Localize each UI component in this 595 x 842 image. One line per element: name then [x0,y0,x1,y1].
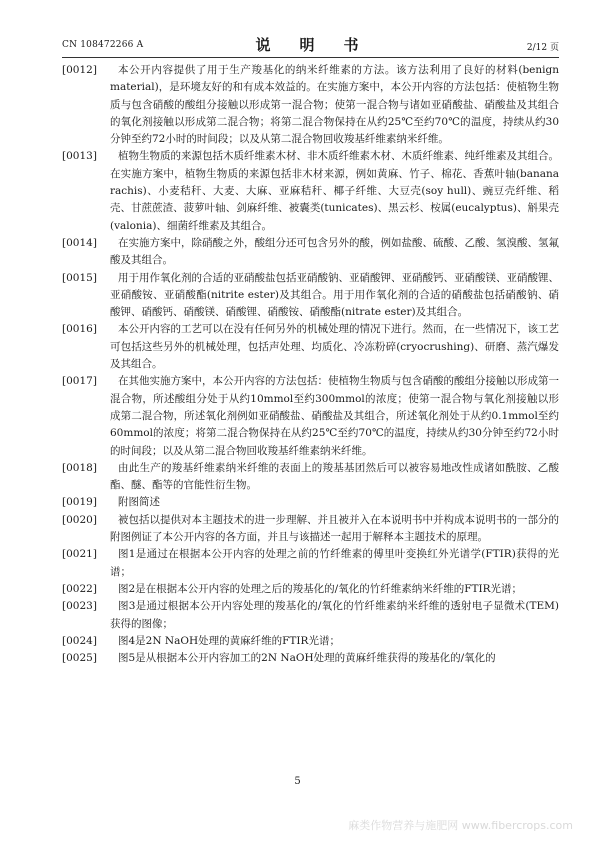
section-heading: 附图简述 [118,496,160,509]
page-number: 5 [294,776,301,787]
paragraph-number: [0014] [62,236,97,249]
paragraph-0022 [62,581,559,598]
paragraph-number: [0013] [62,150,97,163]
paragraph-number: [0012] [62,64,97,76]
paragraph-0024 [62,633,559,650]
paragraph-text: 图3是通过根据本公开内容处理的羧基化的/氧化的竹纤维素纳米纤维的透射电子显微术(TEM)获得的图像； [110,600,559,630]
paragraph-text: 本公开内容提供了用于生产羧基化的纳米纤维素的方法。该方法利用了良好的材料(benign material)，是环境友好的和有成本效益的。在实施方案中，本公开内容的方法包括：使植物生物质与包含硝酸的酸组分接触以形成第一混合物；使第一混合物与诸如亚硝酸盐、硝酸盐及其组合的氧化剂接触以形成第二混合物；将第二混合物保持在从约25℃至约70℃的温度，持续从约30分钟至约72小时的时间段；以及从第二混合物回收羧基纤维素纳米纤维。 [110,64,559,146]
paragraph-text: 植物生物质的来源包括木质纤维素木材、非木质纤维素木材、木质纤维素、纯纤维素及其组合。在实施方案中，植物生物质的来源包括非木材来源，例如黄麻、竹子、棉花、香蕉叶轴(banana rachis)、小麦秸秆、大麦、大麻、亚麻秸秆、椰子纤维、大豆壳(soy hull)、豌豆壳纤维、稻壳、甘蔗蔗渣、菠萝叶轴、剑麻纤维、被囊类(tunicates)、黑云杉、桉属(eucalyptus)、斛果壳(valonia)、细菌纤维素及其组合。 [110,150,559,232]
paragraph-number: [0023] [62,600,97,613]
paragraph-number: [0015] [62,271,97,284]
document-title: 说 明 书 [255,36,366,54]
paragraph-text: 由此生产的羧基纤维素纳米纤维的表面上的羧基基团然后可以被容易地改性成诸如酰胺、乙酸酯、醚、酯等的官能性衍生物。 [110,461,559,492]
paragraph-number: [0018] [62,461,97,474]
paragraph-0020 [62,512,559,547]
page-header [62,34,559,56]
paragraph-0018 [62,460,559,495]
paragraph-text: 本公开内容的工艺可以在没有任何另外的机械处理的情况下进行。然而，在一些情况下，该工艺可包括这些另外的机械处理，包括声处理、均质化、冷冻粉碎(cryocrushing)、研磨、蒸汽爆发及其组合。 [110,323,559,371]
paragraph-text: 用于用作氧化剂的合适的亚硝酸盐包括亚硝酸钠、亚硝酸钾、亚硝酸钙、亚硝酸镁、亚硝酸锂、亚硝酸铵、亚硝酸酯(nitrite ester)及其组合。用于用作氧化剂的合适的硝酸盐包括硝酸钠、硝酸钾、硝酸钙、硝酸镁、硝酸锂、硝酸铵、硝酸酯(nitrate ester)及其组合。 [110,271,559,319]
paragraph-number: [0022] [62,582,97,595]
paragraph-0017 [62,373,559,459]
paragraph-number: [0019] [62,496,97,509]
paragraph-number: [0020] [62,513,97,526]
header-divider [62,57,559,58]
watermark-text: 麻类作物营养与施肥网 www.fibercrops.com [348,819,573,832]
document-body [62,62,559,667]
paragraph-text: 图4是2N NaOH处理的黄麻纤维的FTIR光谱； [118,634,340,647]
paragraph-number: [0024] [62,634,97,647]
paragraph-0012 [62,62,559,148]
paragraph-text: 图5是从根据本公开内容加工的2N NaOH处理的黄麻纤维获得的羧基化的/氧化的 [118,652,496,665]
paragraph-text: 图2是在根据本公开内容的处理之后的羧基化的/氧化的竹纤维素纳米纤维的FTIR光谱； [118,582,523,595]
paragraph-text: 图1是通过在根据本公开内容的处理之前的竹纤维素的傅里叶变换红外光谱学(FTIR)获得的光谱； [110,548,559,578]
paragraph-0013 [62,148,559,234]
paragraph-0021 [62,546,559,581]
page-indicator: 2/12 页 [526,43,559,53]
paragraph-0023 [62,598,559,633]
paragraph-text: 在实施方案中，除硝酸之外，酸组分还可包含另外的酸，例如盐酸、硫酸、乙酸、氢溴酸、氢氟酸及其组合。 [110,236,559,267]
paragraph-0014 [62,235,559,270]
paragraph-number: [0025] [62,652,97,665]
paragraph-0025 [62,650,559,667]
paragraph-text: 被包括以提供对本主题技术的进一步理解、并且被并入在本说明书中并构成本说明书的一部分的附图例证了本公开内容的各方面，并且与该描述一起用于解释本主题技术的原理。 [110,513,559,544]
paragraph-number: [0017] [62,375,97,388]
publication-number: CN 108472266 A [62,40,144,50]
paragraph-0016 [62,321,559,373]
paragraph-number: [0016] [62,323,97,336]
paragraph-text: 在其他实施方案中，本公开内容的方法包括：使植物生物质与包含硝酸的酸组分接触以形成第一混合物，所述酸组分处于从约10mmol至约300mmol的浓度；使第一混合物与氧化剂接触以形成第二混合物，所述氧化剂例如亚硝酸盐、硝酸盐及其组合，所述氧化剂处于从约0.1mmol至约60mmol的浓度；将第二混合物保持在从约25℃至约70℃的温度，持续从约30分钟至约72小时的时间段；以及从第二混合物回收羧基纤维素纳米纤维。 [110,375,559,457]
paragraph-0015 [62,270,559,322]
paragraph-number: [0021] [62,548,97,561]
paragraph-0019 [62,494,559,511]
